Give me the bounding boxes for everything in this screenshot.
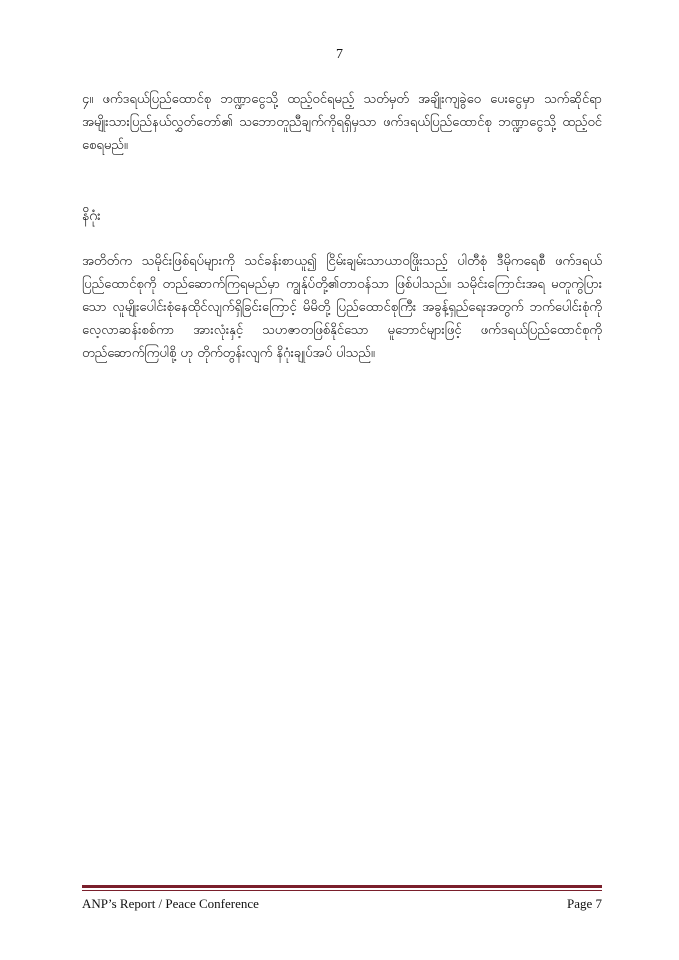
page-number-header: 7 [336,47,343,62]
section-heading-conclusion: နိဂုံး [82,208,101,224]
footer-divider-thin [82,890,602,891]
footer-divider-thick [82,885,602,888]
body-paragraph-conclusion: အတိတ်က သမိုင်းဖြစ်ရပ်များကို သင်ခန်းစာယူ၍ ငြိမ်းချမ်းသာယာဝဖြိုးသည့် ပါတီစုံ ဒီမိုကရေစီ ဖက်ဒရယ်ပြည်ထောင်စုကို တည်ဆောက်ကြရမည်မှာ ကျွန်ုပ်တို့၏တာဝန်သာ ဖြစ်ပါသည်။ သမိုင်းကြောင်းအရ မတူကွဲပြားသော လူမျိုးပေါင်းစုံနေထိုင်လျက်ရှိခြင်းကြောင့် မိမိတို့ ပြည်ထောင်စုကြီး အခွန့်ရှည်ရေးအတွက် ဘက်ပေါင်းစုံကို လေ့လာဆန်းစစ်ကာ အားလုံးနှင့် သဟဇာတဖြစ်နိုင်သော မူဘောင်များဖြင့် ဖက်ဒရယ်ပြည်ထောင်စုကို တည်ဆောက်ကြပါစို့ ဟု တိုက်တွန်းလျက် နိဂုံးချုပ်အပ် ပါသည်။ [82,254,602,361]
footer-report-title: ANP’s Report / Peace Conference [82,896,259,911]
footer-page-label: Page 7 [566,896,602,911]
body-paragraph-4: ၄။ ဖက်ဒရယ်ပြည်ထောင်စု ဘဏ္ဍာငွေသို့ ထည့်ဝင်ရမည့် သတ်မှတ် အချိုးကျခွဲဝေ ပေးငွေမှာ သက်ဆိုင်ရာ အမျိုးသားပြည်နယ်လွှတ်တော်၏ သဘောတူညီချက်ကိုရရှိမှသာ ဖက်ဒရယ်ပြည်ထောင်စု ဘဏ္ဍာငွေသို့ ထည့်ဝင်စေရမည်။ [82,92,602,153]
